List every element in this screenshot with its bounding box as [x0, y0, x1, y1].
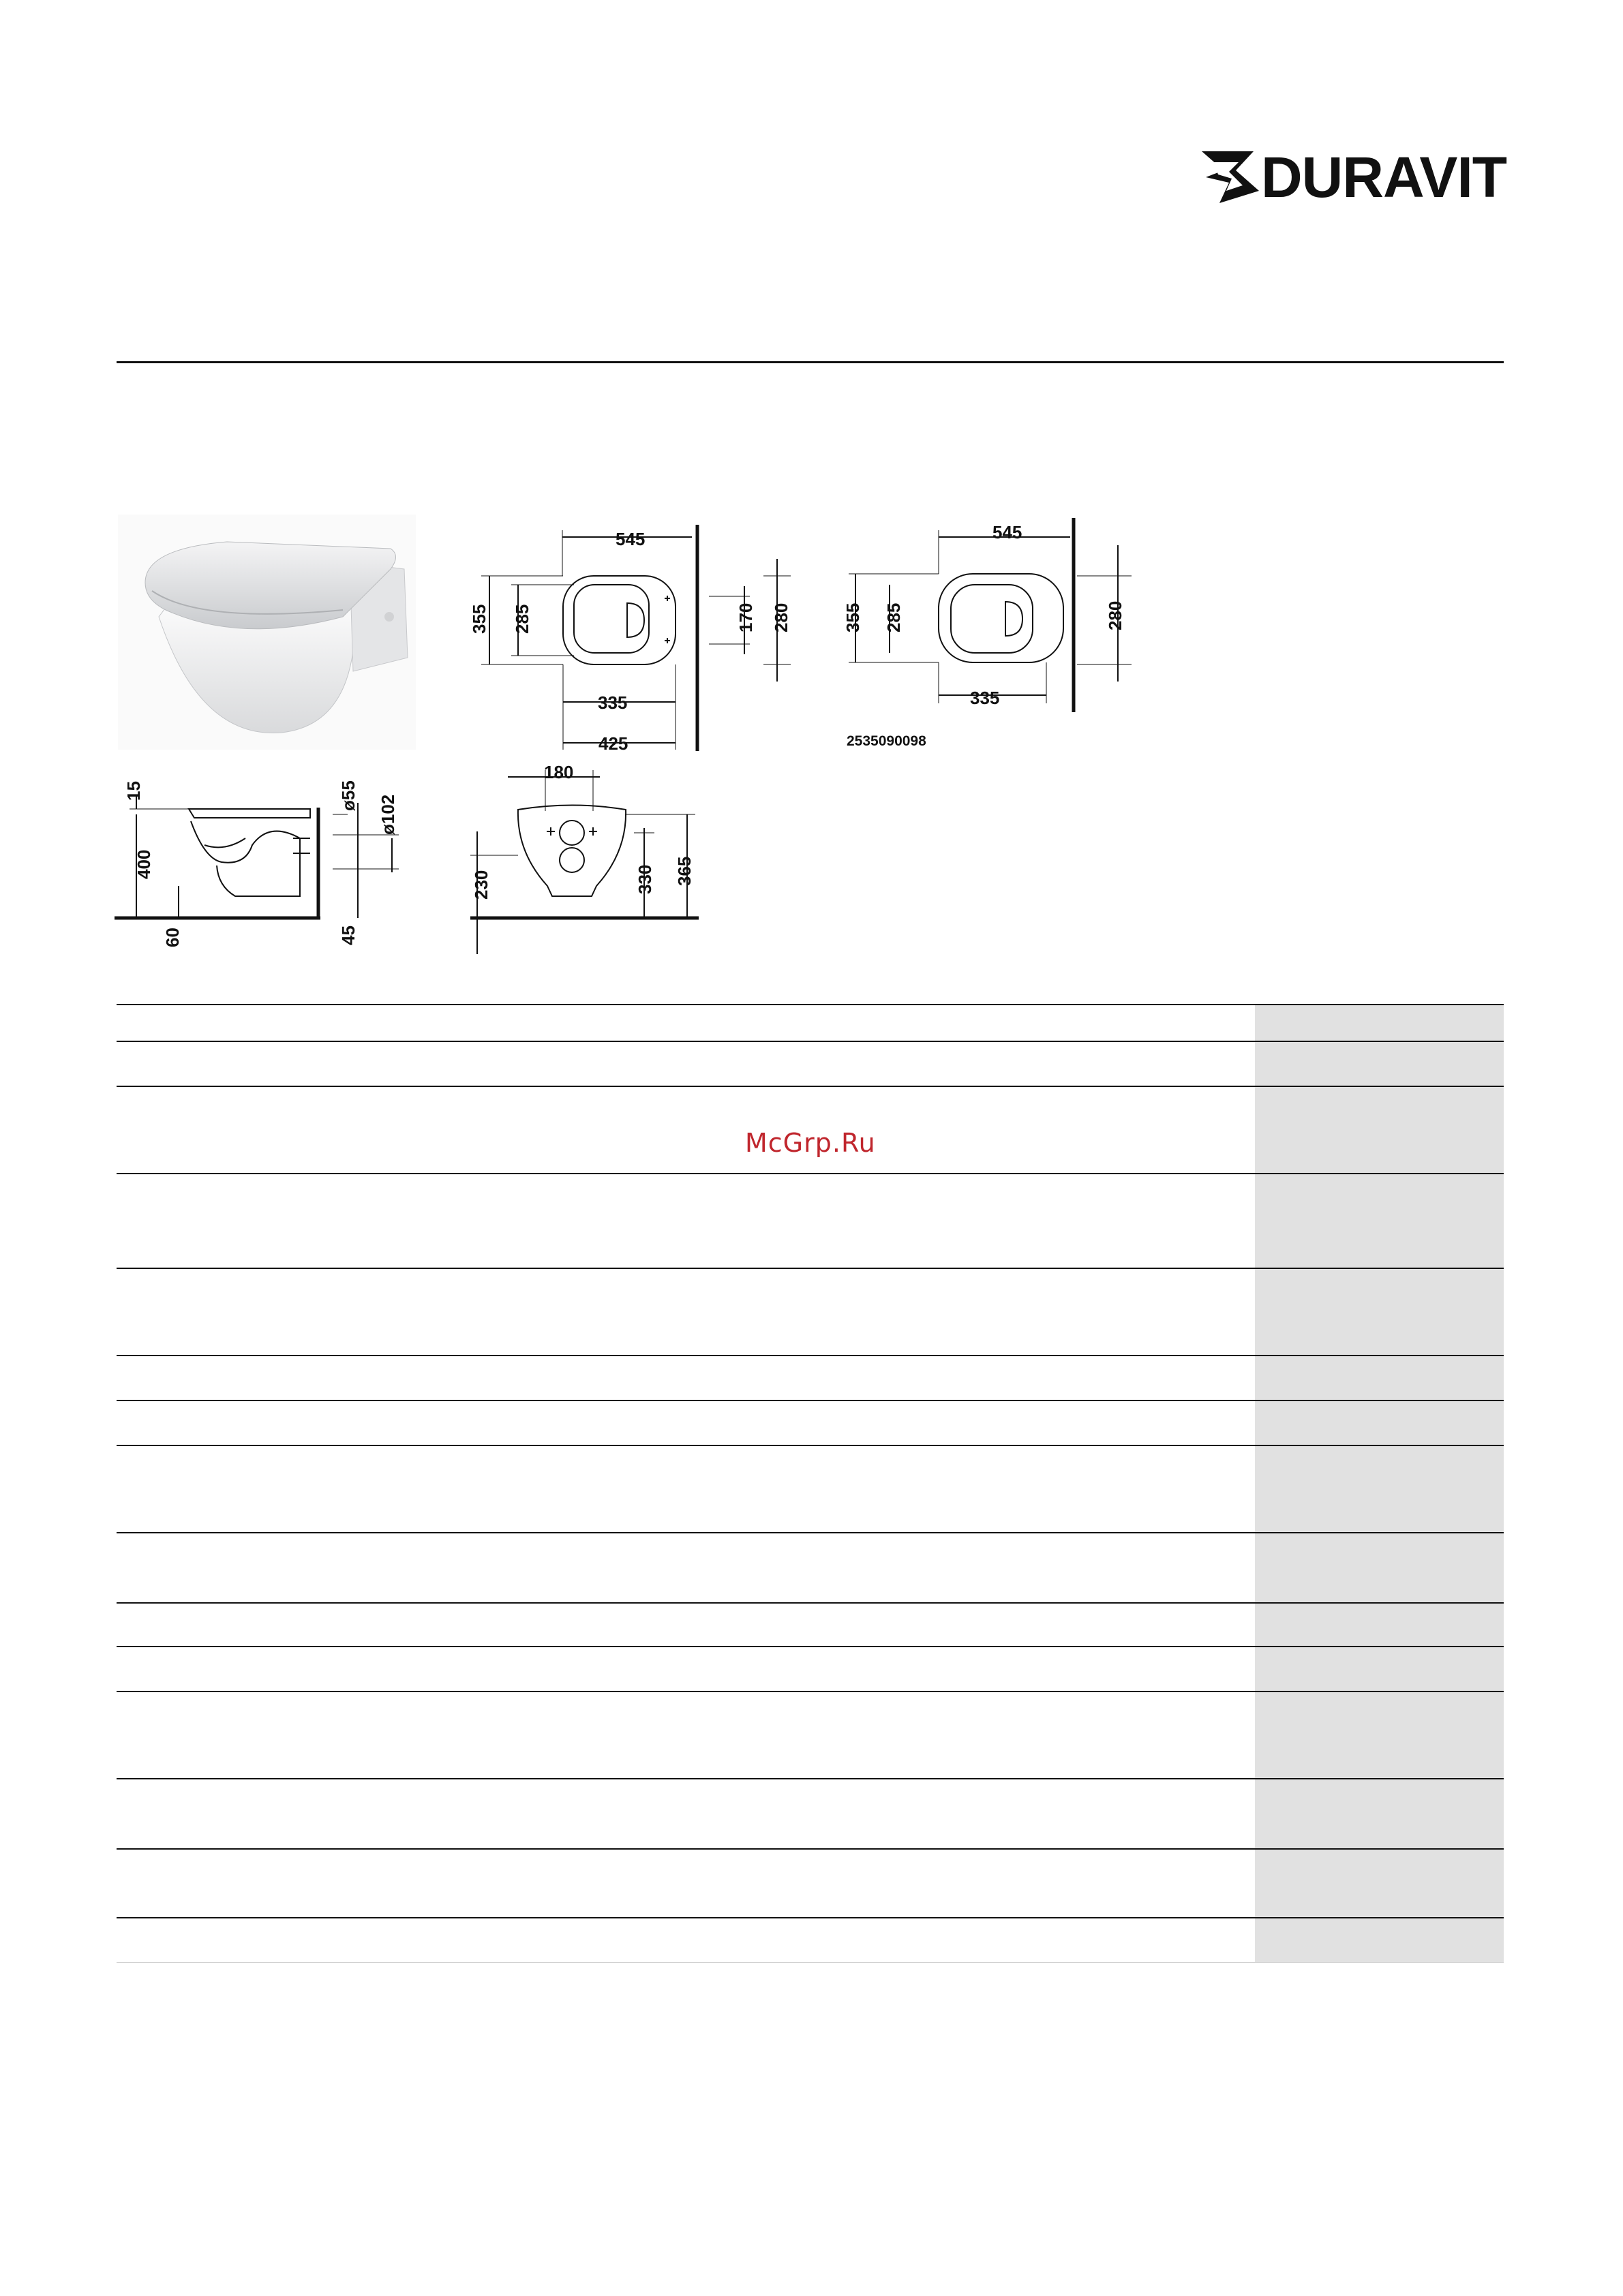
dim-fixing-spacing-1: 170 [735, 602, 756, 632]
article-number: 2535090098 [847, 733, 926, 749]
table-row [117, 1917, 1504, 1962]
row-value [1255, 1918, 1504, 1962]
row-value [1255, 1692, 1504, 1778]
dim-inlet-diameter: ø55 [338, 780, 359, 811]
table-row [117, 1646, 1504, 1691]
dim-top-height: 365 [674, 856, 695, 886]
table-row [117, 1400, 1504, 1445]
table-row [117, 1848, 1504, 1917]
dim-fixing-height: 330 [635, 864, 655, 894]
table-row [117, 1041, 1504, 1086]
dim-width-2: 355 [843, 602, 863, 632]
dim-floor-gap: 60 [162, 928, 183, 947]
table-row [117, 1268, 1504, 1355]
dim-outlet-diameter: ø102 [378, 794, 398, 835]
row-value [1255, 1042, 1504, 1086]
row-value [1255, 1850, 1504, 1917]
dimension-drawings [0, 0, 1623, 975]
row-label [117, 1356, 1255, 1400]
row-label [117, 1174, 1255, 1268]
table-row [117, 1004, 1504, 1041]
table-row [117, 1355, 1504, 1400]
row-value [1255, 1647, 1504, 1691]
dim-fixing-depth-2: 335 [970, 688, 1000, 708]
row-value [1255, 1446, 1504, 1532]
table-row [117, 1173, 1504, 1268]
table-row [117, 1778, 1504, 1848]
row-label [117, 1446, 1255, 1532]
watermark: McGrp.Ru [745, 1128, 876, 1158]
dim-pipe-distance-1: 280 [771, 602, 791, 632]
row-label [117, 1647, 1255, 1691]
dim-outlet-height: 45 [338, 925, 359, 945]
row-value [1255, 1005, 1504, 1041]
row-value [1255, 1174, 1504, 1268]
table-row [117, 1602, 1504, 1646]
row-value [1255, 1401, 1504, 1445]
table-row [117, 1445, 1504, 1532]
dim-overall-depth-1: 545 [616, 529, 646, 549]
table-end-rule [117, 1962, 1504, 1963]
row-label [117, 1087, 1255, 1173]
brand-wordmark: DURAVIT [1261, 145, 1507, 209]
dim-seat-width-1: 285 [512, 604, 532, 634]
row-value [1255, 1269, 1504, 1355]
row-value [1255, 1604, 1504, 1646]
row-label [117, 1005, 1255, 1041]
dim-width-1: 355 [469, 604, 489, 634]
row-label [117, 1779, 1255, 1848]
dim-pipe-distance-2: 280 [1105, 600, 1125, 630]
row-value [1255, 1533, 1504, 1602]
dim-front-fixing-spacing: 180 [544, 762, 574, 782]
row-label [117, 1604, 1255, 1646]
dim-seat-width-2: 285 [883, 602, 904, 632]
dim-height: 400 [134, 849, 154, 879]
row-label [117, 1042, 1255, 1086]
technical-drawings [0, 0, 1623, 975]
table-row [117, 1691, 1504, 1778]
row-label [117, 1401, 1255, 1445]
row-value [1255, 1779, 1504, 1848]
dim-fixing-depth-1: 335 [598, 692, 628, 713]
row-label [117, 1269, 1255, 1355]
row-value [1255, 1356, 1504, 1400]
dim-bottom-height: 230 [471, 870, 491, 900]
dim-top-offset: 15 [123, 781, 144, 801]
row-label [117, 1850, 1255, 1917]
row-label [117, 1533, 1255, 1602]
dim-bowl-depth-1: 425 [598, 733, 628, 754]
table-row [117, 1532, 1504, 1602]
dim-overall-depth-2: 545 [992, 522, 1022, 542]
row-value [1255, 1087, 1504, 1173]
row-label [117, 1692, 1255, 1778]
row-label [117, 1918, 1255, 1962]
